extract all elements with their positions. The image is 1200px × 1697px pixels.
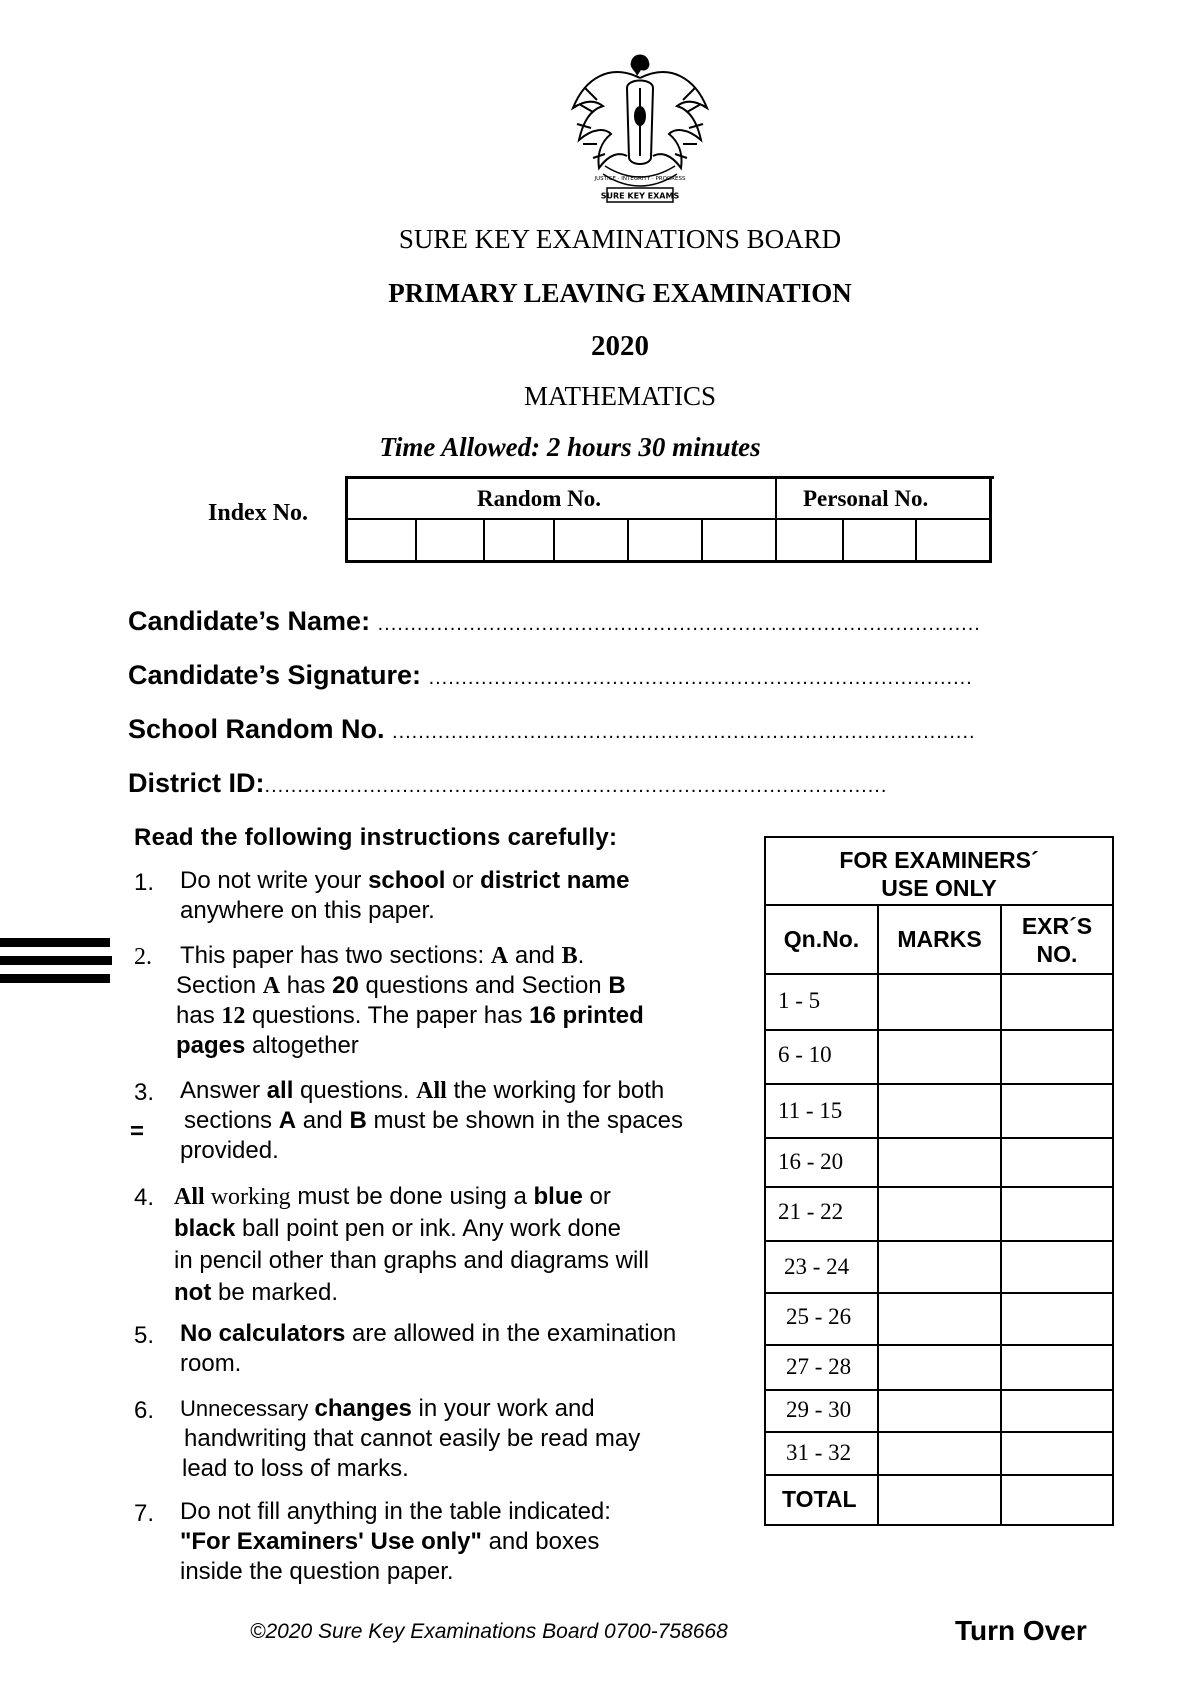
dotted-line: ............................................................................................... bbox=[264, 775, 888, 797]
district-id-label: District ID: bbox=[128, 768, 265, 798]
dotted-line: ................................................................................... bbox=[428, 667, 973, 689]
table-row-label: 16 - 20 bbox=[778, 1149, 844, 1174]
table-row-label: 27 - 28 bbox=[786, 1354, 852, 1379]
candidate-name-label: Candidate’s Name: bbox=[128, 606, 371, 636]
side-bar-mark bbox=[0, 974, 110, 983]
district-id-field[interactable] bbox=[128, 768, 1128, 799]
subject-title: MATHEMATICS bbox=[523, 381, 717, 411]
candidate-signature-label: Candidate’s Signature: bbox=[128, 660, 422, 690]
candidate-name-field[interactable] bbox=[128, 606, 1128, 637]
column-header-qn-no: Qn.No. bbox=[783, 926, 860, 952]
instruction-number: 7. bbox=[134, 1500, 155, 1527]
side-bar-mark bbox=[0, 938, 110, 947]
personal-number-label: Personal No. bbox=[803, 486, 929, 511]
dotted-line: ............................................................................................ bbox=[377, 613, 981, 635]
candidate-signature-field[interactable] bbox=[128, 660, 1128, 691]
column-header-marks: MARKS bbox=[897, 926, 982, 952]
table-row-label: 23 - 24 bbox=[784, 1254, 850, 1279]
examiners-use-table bbox=[764, 836, 1114, 1526]
table-row-label: 11 - 15 bbox=[778, 1098, 843, 1123]
instruction-3: Answer all questions. All the working for both sections A and B must be shown in the spaces provided. bbox=[180, 1077, 683, 1164]
side-bar-mark bbox=[0, 956, 112, 965]
exam-year: 2020 bbox=[591, 330, 649, 362]
instruction-7: Do not fill anything in the table indicated: "For Examiners' Use only" and boxes inside the question paper. bbox=[180, 1498, 611, 1585]
table-row-label: 1 - 5 bbox=[778, 988, 821, 1013]
instruction-4: All working must be done using a blue or black ball point pen or ink. Any work done in pencil other than graphs and diagrams will not be marked. bbox=[174, 1183, 649, 1306]
instruction-5: No calculators are allowed in the examination room. bbox=[180, 1320, 677, 1377]
instruction-2: This paper has two sections: A and B. Section A has 20 questions and Section B has 12 questions. The paper has 16 printed pages altogether bbox=[176, 942, 644, 1059]
board-title: SURE KEY EXAMINATIONS BOARD bbox=[398, 224, 842, 254]
examiners-table-title: FOR EXAMINERS´ USE ONLY bbox=[839, 847, 1039, 901]
svg-text:SURE KEY EXAMS: SURE KEY EXAMS bbox=[600, 191, 680, 201]
instructions-title: Read the following instructions carefully: bbox=[134, 824, 618, 851]
random-number-label: Random No. bbox=[477, 486, 601, 511]
column-header-examiner-no: EXR´S NO. bbox=[1021, 913, 1093, 967]
instruction-1: Do not write your school or district name anywhere on this paper. bbox=[180, 867, 630, 924]
index-number-label: Index No. bbox=[208, 500, 309, 526]
school-random-number-label: School Random No. bbox=[128, 714, 385, 744]
instruction-number: 1. bbox=[134, 869, 155, 896]
table-row-label: 21 - 22 bbox=[778, 1199, 844, 1224]
dotted-line: ......................................................................................... bbox=[392, 721, 976, 743]
instruction-number: 6. bbox=[134, 1397, 155, 1424]
turn-over-note: Turn Over bbox=[955, 1615, 1087, 1646]
side-equals-mark: = bbox=[130, 1118, 145, 1145]
table-row-label: 29 - 30 bbox=[786, 1397, 852, 1422]
table-total-label: TOTAL bbox=[782, 1486, 857, 1512]
eagle-crest-logo bbox=[565, 48, 715, 208]
index-number-grid bbox=[345, 476, 994, 563]
table-row-label: 25 - 26 bbox=[786, 1304, 852, 1329]
school-random-number-field[interactable] bbox=[128, 714, 1128, 745]
instruction-number: 5. bbox=[134, 1322, 155, 1349]
instruction-number: 3. bbox=[134, 1079, 155, 1106]
instruction-6: Unnecessary changes in your work and handwriting that cannot easily be read may lead to loss of marks. bbox=[180, 1395, 641, 1482]
time-allowed: Time Allowed: 2 hours 30 minutes bbox=[379, 432, 761, 462]
table-row-label: 6 - 10 bbox=[778, 1042, 832, 1067]
instruction-number: 2. bbox=[134, 944, 152, 970]
exam-title: PRIMARY LEAVING EXAMINATION bbox=[388, 278, 852, 308]
table-row-label: 31 - 32 bbox=[786, 1440, 852, 1465]
svg-text:JUSTICE · INTEGRITY · PROGRESS: JUSTICE · INTEGRITY · PROGRESS bbox=[594, 176, 686, 182]
copyright-notice: ©2020 Sure Key Examinations Board 0700-758668 bbox=[250, 1620, 728, 1643]
instruction-number: 4. bbox=[134, 1184, 155, 1211]
